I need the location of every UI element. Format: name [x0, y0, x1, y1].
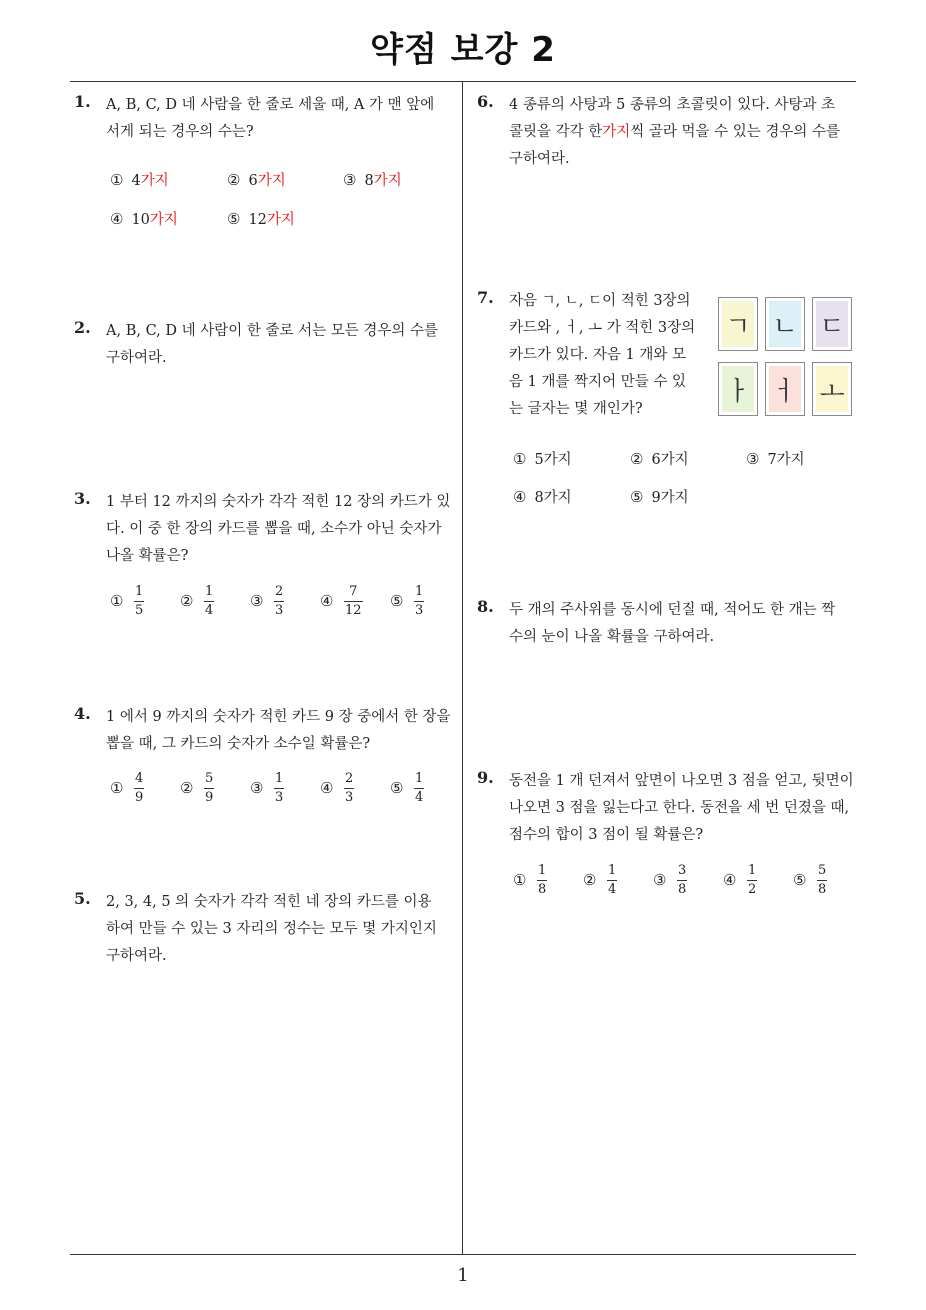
bottom-rule — [70, 1254, 856, 1255]
question-text-line: 서게 되는 경우의 수는? — [106, 124, 254, 140]
fraction: 1 2 — [748, 863, 757, 897]
question-8 — [477, 597, 862, 657]
choice-2[interactable]: ② 6가지 — [630, 450, 689, 468]
fraction: 2 3 — [345, 771, 354, 805]
question-text-line: 2, 3, 4, 5 의 숫자가 각각 적힌 네 장의 카드를 이용 — [106, 894, 432, 910]
fraction: 1 4 — [415, 771, 424, 805]
column-divider — [462, 82, 463, 1254]
question-text-line: 다. 이 중 한 장의 카드를 뽑을 때, 소수가 아닌 숫자가 — [106, 521, 442, 537]
vowel-card: ㅏ — [718, 362, 758, 416]
question-number: 3. — [74, 489, 91, 508]
fraction: 1 5 — [135, 584, 144, 618]
question-9: 9. 동전을 1 개 던져서 앞면이 나오면 3 점을 얻고, 뒷면이 나오면 3 점을 잃는다고 한다. 동전을 세 번 던졌을 때, 점수의 합이 3 점이 될 확률은? ① 1 8 ② 1 4 ③ 3 8 ④ 1 2 ⑤ 5 8 — [477, 768, 854, 897]
question-text-line: 구하여라. — [106, 350, 167, 366]
fraction: 2 3 — [275, 584, 284, 618]
question-text-line: 수의 눈이 나올 확률을 구하여라. — [509, 629, 715, 645]
choice-3[interactable]: ③ 8가지 — [343, 171, 402, 189]
choice-5[interactable]: ⑤ 9가지 — [630, 488, 689, 506]
question-text-line: 자음 ㄱ, ㄴ, ㄷ이 적힌 3장의 — [509, 293, 691, 309]
question-text-line: 나오면 3 점을 잃는다고 한다. 동전을 세 번 던졌을 때, — [509, 800, 850, 816]
question-text-line: 두 개의 주사위를 동시에 던질 때, 적어도 한 개는 짝 — [509, 602, 836, 618]
question-text-line: 카드가 있다. 자음 1 개와 모 — [509, 347, 686, 363]
question-1 — [74, 92, 459, 252]
question-text-line: 구하여라. — [509, 151, 570, 167]
top-rule — [70, 81, 856, 82]
question-text-line: 뽑을 때, 그 카드의 숫자가 소수일 확률은? — [106, 736, 371, 752]
question-number: 6. — [477, 92, 494, 111]
vowel-card: ㅗ — [812, 362, 852, 416]
page-title: 약점 보강 2 — [370, 30, 556, 70]
question-7 — [477, 288, 862, 513]
choice-1[interactable]: ① 5가지 — [513, 450, 572, 468]
question-text-line: A, B, C, D 네 사람이 한 줄로 서는 모든 경우의 수를 — [106, 323, 438, 339]
choice-5[interactable]: ⑤ 12가지 — [227, 210, 295, 228]
question-6 — [477, 92, 862, 182]
fraction: 1 8 — [538, 863, 547, 897]
question-number: 9. — [477, 768, 494, 787]
choice-1[interactable]: ① 4가지 — [110, 171, 169, 189]
fraction: 5 9 — [205, 771, 214, 805]
question-text-line: 나올 확률은? — [106, 548, 189, 564]
fraction: 3 8 — [678, 863, 687, 897]
question-text-line: 하여 만들 수 있는 3 자리의 정수는 모두 몇 가지인지 — [106, 921, 437, 937]
fraction: 7 12 — [345, 584, 362, 618]
question-text-line: 는 글자는 몇 개인가? — [509, 401, 643, 417]
question-text-line: 점수의 합이 3 점이 될 확률은? — [509, 827, 704, 843]
question-text-line: A, B, C, D 네 사람을 한 줄로 세울 때, A 가 맨 앞에 — [106, 97, 435, 113]
choice-2[interactable]: ② 6가지 — [227, 171, 286, 189]
question-number: 8. — [477, 597, 494, 616]
question-number: 7. — [477, 288, 494, 307]
question-4: 4. 1 에서 9 까지의 숫자가 적힌 카드 9 장 중에서 한 장을 뽑을 때, 그 카드의 숫자가 소수일 확률은? ① 4 9 ② 5 9 ③ 1 3 ④ 2 3 ⑤ 1 4 — [74, 704, 451, 805]
choice-4[interactable]: ④ 8가지 — [513, 488, 572, 506]
question-text-line: 구하여라. — [106, 948, 167, 964]
consonant-card: ㄴ — [765, 297, 805, 351]
question-text-line: 콜릿을 각각 한가지씩 골라 먹을 수 있는 경우의 수를 — [509, 124, 841, 140]
question-2 — [74, 318, 459, 378]
choice-3[interactable]: ③ 7가지 — [746, 450, 805, 468]
fraction: 1 4 — [205, 584, 214, 618]
fraction: 1 3 — [275, 771, 284, 805]
question-text-line: 1 에서 9 까지의 숫자가 적힌 카드 9 장 중에서 한 장을 — [106, 709, 451, 725]
question-text-line: 1 부터 12 까지의 숫자가 각각 적힌 12 장의 카드가 있 — [106, 494, 451, 510]
question-number: 5. — [74, 889, 91, 908]
question-5 — [74, 889, 459, 979]
fraction: 1 4 — [608, 863, 617, 897]
vowel-card: ㅓ — [765, 362, 805, 416]
question-text-line: 음 1 개를 짝지어 만들 수 있 — [509, 374, 686, 390]
fraction: 5 8 — [818, 863, 827, 897]
consonant-card: ㄷ — [812, 297, 852, 351]
question-text-line: 4 종류의 사탕과 5 종류의 초콜릿이 있다. 사탕과 초 — [509, 97, 836, 113]
question-number: 4. — [74, 704, 91, 723]
choice-4[interactable]: ④ 10가지 — [110, 210, 178, 228]
question-number: 1. — [74, 92, 91, 111]
consonant-card: ㄱ — [718, 297, 758, 351]
fraction: 1 3 — [415, 584, 424, 618]
fraction: 4 9 — [135, 771, 144, 805]
question-text-line: 카드와 , ㅓ, ㅗ 가 적힌 3장의 — [509, 320, 696, 336]
question-text-line: 동전을 1 개 던져서 앞면이 나오면 3 점을 얻고, 뒷면이 — [509, 773, 854, 789]
question-number: 2. — [74, 318, 91, 337]
page-number: 1 — [457, 1265, 469, 1286]
question-3: 3. 1 부터 12 까지의 숫자가 각각 적힌 12 장의 카드가 있 다. 이 중 한 장의 카드를 뽑을 때, 소수가 아닌 숫자가 나올 확률은? ① 1 5 ② 1 4 ③ 2 3 ④ 7 12 ⑤ 1 3 — [74, 489, 451, 618]
